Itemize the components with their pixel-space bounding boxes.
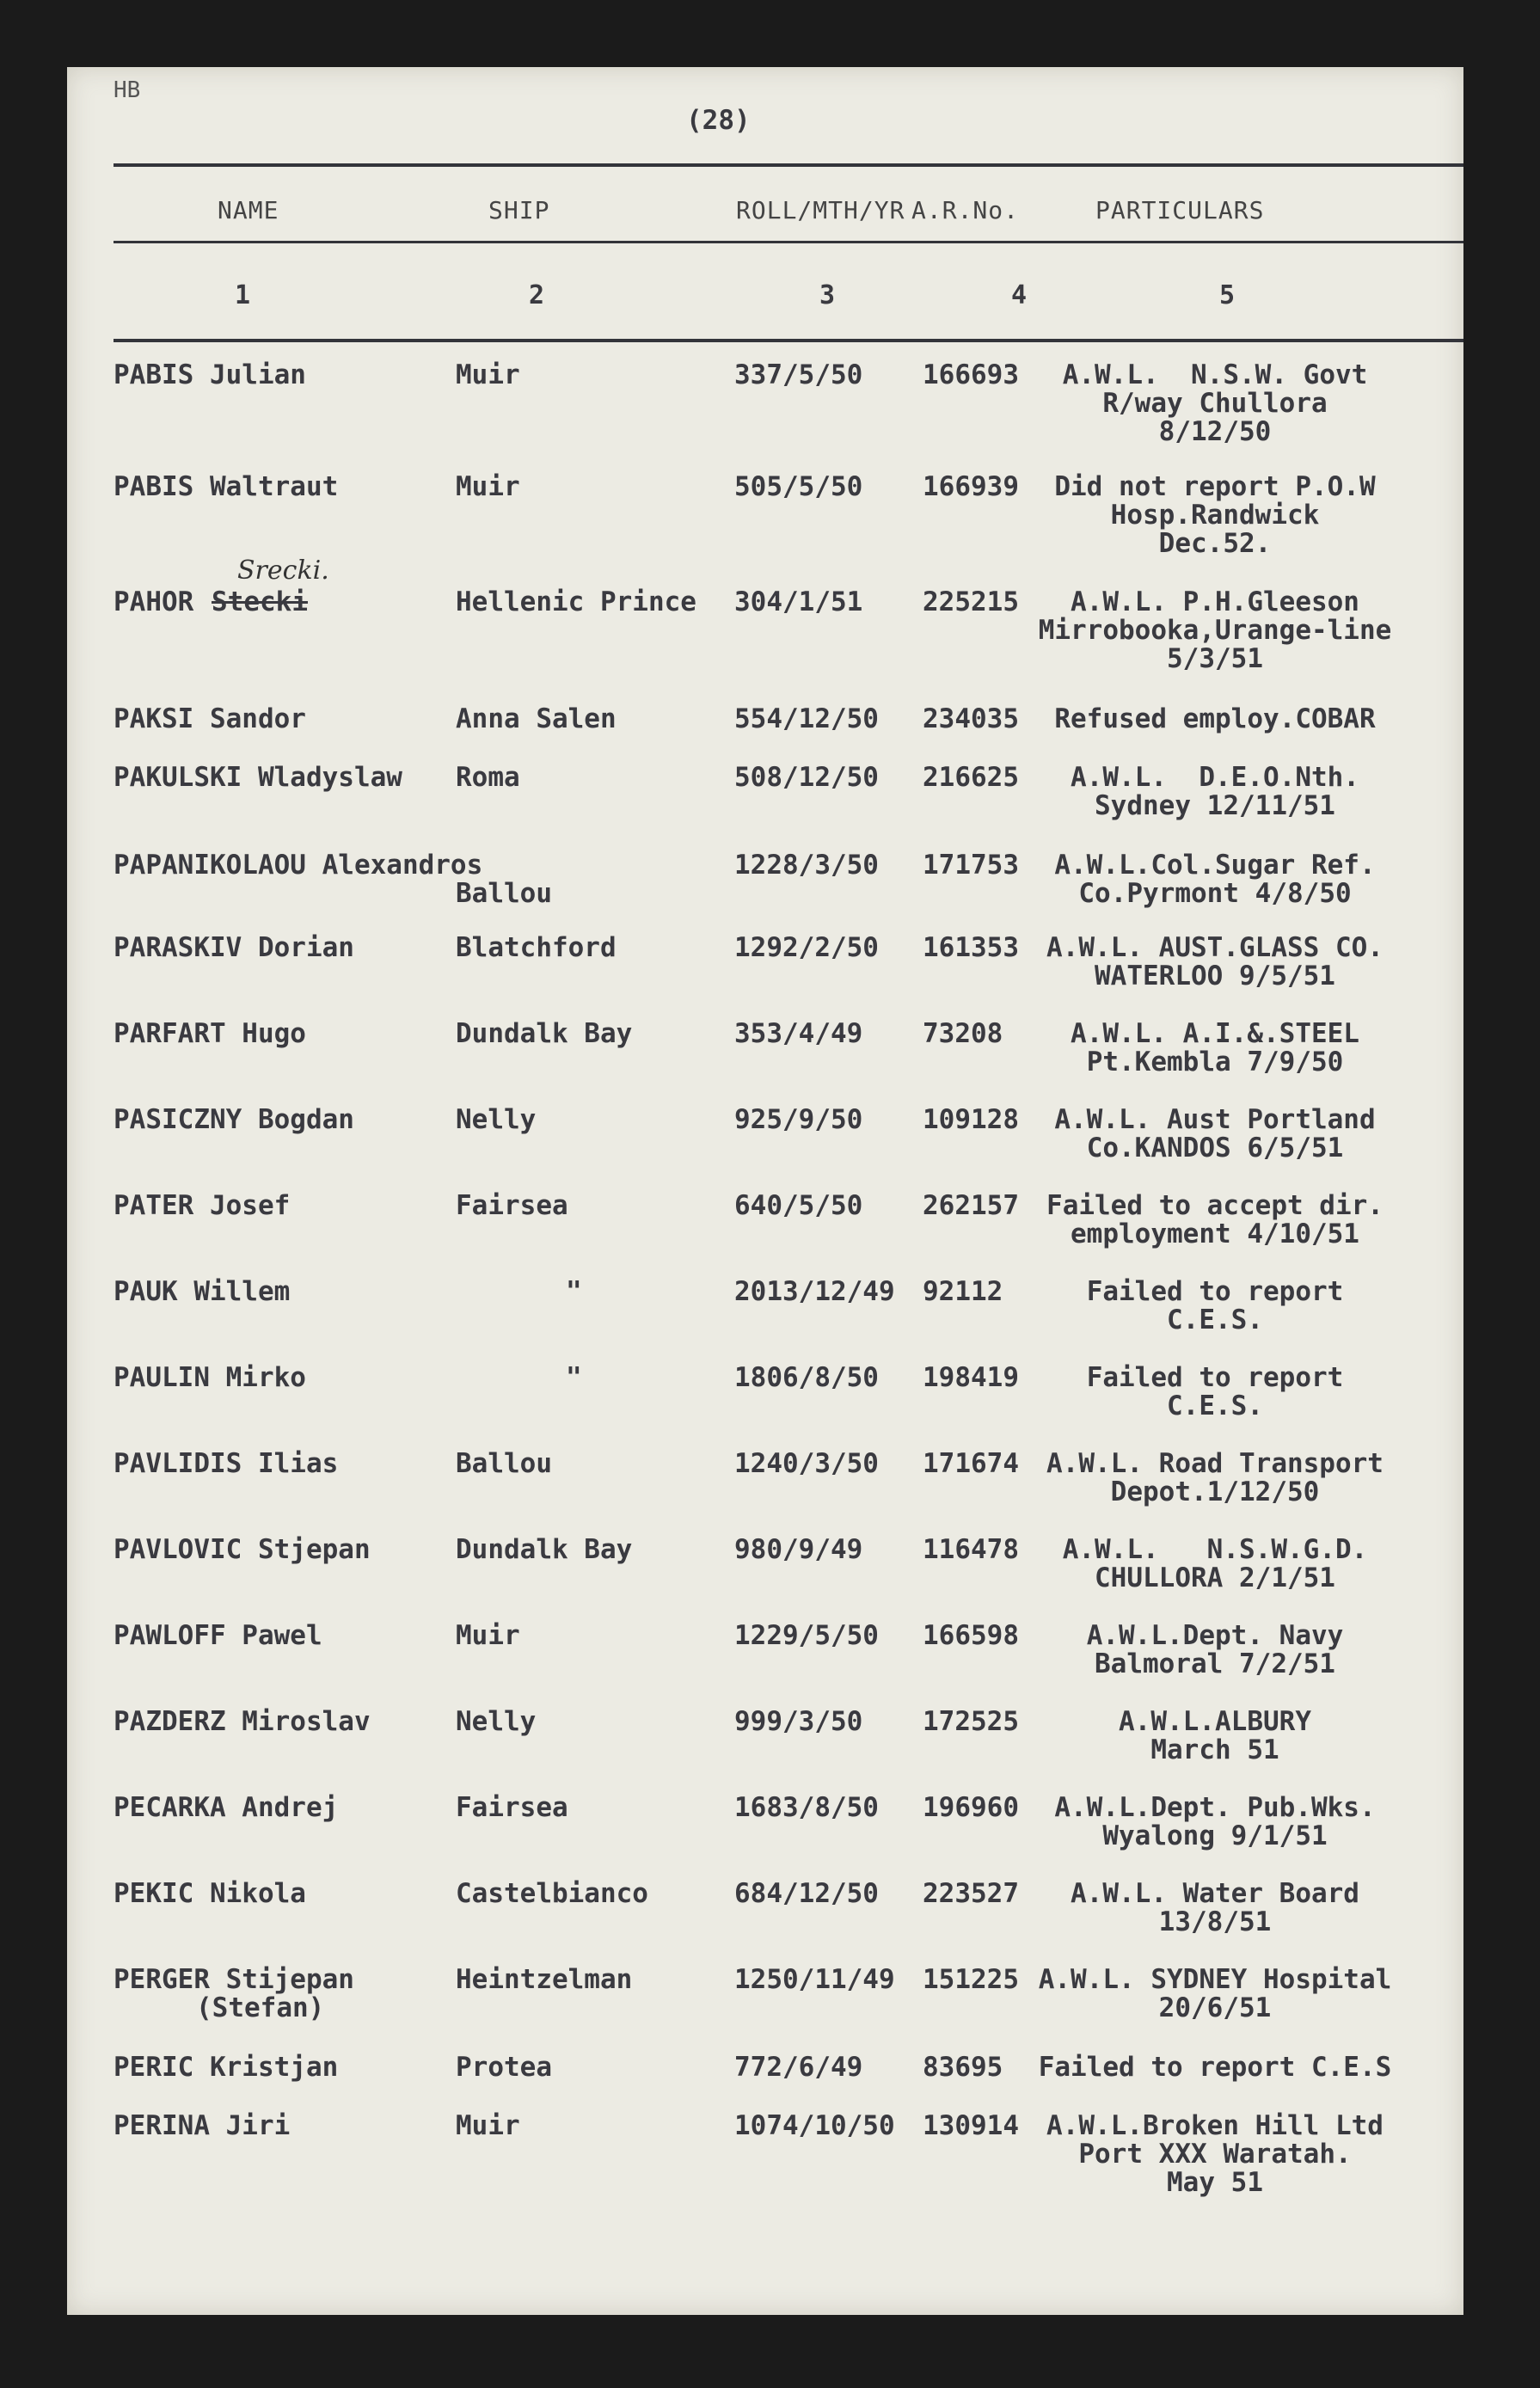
name-cell: PAUK Willem [114, 1276, 291, 1307]
ar-number-cell: 166598 [923, 1620, 1019, 1651]
name-cell: PAVLOVIC Stjepan [114, 1534, 371, 1565]
ship-cell: Hellenic Prince [456, 586, 696, 617]
handwritten-correction: Srecki. [237, 556, 329, 586]
number-rule [114, 339, 1463, 342]
roll-cell: 1240/3/50 [734, 1448, 879, 1479]
particulars-line: R/way Chullora [1102, 388, 1328, 419]
ship-cell: Anna Salen [456, 703, 617, 734]
col-number-1: 1 [235, 280, 251, 310]
ar-number-cell: 198419 [923, 1362, 1019, 1393]
roll-cell: 505/5/50 [734, 471, 863, 502]
name-cell: PABIS Waltraut [114, 471, 339, 502]
name-cell: PAULIN Mirko [114, 1362, 306, 1393]
ar-number-cell: 92112 [923, 1276, 1003, 1307]
ar-number-cell: 172525 [923, 1706, 1019, 1737]
name-cell: PAZDERZ Miroslav [114, 1706, 371, 1737]
col-header-ar: A.R.No. [911, 196, 1020, 224]
ar-number-cell: 223527 [923, 1878, 1019, 1909]
particulars-line: Port XXX Waratah. [1078, 2139, 1352, 2170]
name-cell: PASICZNY Bogdan [114, 1104, 354, 1135]
ship-cell: Ballou [456, 1448, 552, 1479]
ship-cell: Muir [456, 1620, 520, 1651]
name-cell: PAWLOFF Pawel [114, 1620, 322, 1651]
particulars-line: A.W.L. AUST.GLASS CO. [1046, 932, 1384, 963]
roll-cell: 999/3/50 [734, 1706, 863, 1737]
roll-cell: 554/12/50 [734, 703, 879, 734]
ship-cell: Muir [456, 2110, 520, 2141]
particulars-line: 20/6/51 [1158, 1992, 1272, 2023]
particulars-line: A.W.L. SYDNEY Hospital [1038, 1964, 1392, 1995]
struck-name: Stecki [212, 586, 308, 617]
particulars-line: A.W.L. N.S.W.G.D. [1062, 1534, 1368, 1565]
name-cell: PAKULSKI Wladyslaw [114, 762, 402, 793]
name-cell: PAPANIKOLAOU Alexandros [114, 850, 483, 881]
ar-number-cell: 171753 [923, 850, 1019, 881]
name-cell: PAVLIDIS Ilias [114, 1448, 339, 1479]
roll-cell: 2013/12/49 [734, 1276, 895, 1307]
particulars-line: March 51 [1150, 1734, 1279, 1765]
name-cell: PABIS Julian [114, 359, 306, 390]
roll-cell: 980/9/49 [734, 1534, 863, 1565]
roll-cell: 337/5/50 [734, 359, 863, 390]
ship-cell: Nelly [456, 1706, 537, 1737]
header-rule [114, 241, 1463, 243]
ar-number-cell: 234035 [923, 703, 1019, 734]
ship-cell: Dundalk Bay [456, 1534, 633, 1565]
particulars-line: Depot.1/12/50 [1110, 1476, 1320, 1507]
ar-number-cell: 73208 [923, 1018, 1003, 1049]
roll-cell: 304/1/51 [734, 586, 863, 617]
ar-number-cell: 166939 [923, 471, 1019, 502]
particulars-line: employment 4/10/51 [1071, 1219, 1359, 1249]
roll-cell: 1228/3/50 [734, 850, 879, 881]
name-cell: PATER Josef [114, 1190, 291, 1221]
particulars-line: A.W.L. D.E.O.Nth. [1071, 762, 1359, 793]
name-cell-alias: (Stefan) [196, 1992, 325, 2023]
col-number-5: 5 [1219, 280, 1236, 310]
particulars-line: C.E.S. [1167, 1390, 1263, 1421]
top-rule [114, 163, 1463, 167]
ar-number-cell: 161353 [923, 932, 1019, 963]
particulars-line: A.W.L. Water Board [1071, 1878, 1359, 1909]
particulars-line: A.W.L.Dept. Pub.Wks. [1054, 1792, 1376, 1823]
particulars-line: A.W.L. N.S.W. Govt [1062, 359, 1368, 390]
ship-cell: Protea [456, 2052, 552, 2083]
particulars-line: Failed to report [1086, 1276, 1344, 1307]
ship-cell: Nelly [456, 1104, 537, 1135]
particulars-line: Sydney 12/11/51 [1095, 790, 1335, 821]
col-header-roll: ROLL/MTH/YR [736, 196, 905, 224]
roll-cell: 684/12/50 [734, 1878, 879, 1909]
particulars-line: 8/12/50 [1158, 416, 1272, 447]
particulars-line: Failed to report C.E.S [1038, 2052, 1392, 2083]
ship-cell: Fairsea [456, 1190, 568, 1221]
ship-cell: Muir [456, 359, 520, 390]
name-cell: PERIC Kristjan [114, 2052, 339, 2083]
ar-number-cell: 166693 [923, 359, 1019, 390]
name-cell: PAKSI Sandor [114, 703, 306, 734]
name-cell: PAHOR [114, 586, 194, 617]
ship-cell: Ballou [456, 878, 552, 909]
col-number-2: 2 [529, 280, 545, 310]
ship-cell: Fairsea [456, 1792, 568, 1823]
ar-number-cell: 196960 [923, 1792, 1019, 1823]
particulars-line: Co.KANDOS 6/5/51 [1086, 1133, 1344, 1163]
ar-number-cell: 116478 [923, 1534, 1019, 1565]
particulars-line: CHULLORA 2/1/51 [1095, 1562, 1335, 1593]
particulars-line: A.W.L. P.H.Gleeson [1071, 586, 1359, 617]
document-ref: HB [114, 77, 141, 103]
ar-number-cell: 151225 [923, 1964, 1019, 1995]
particulars-line: 5/3/51 [1167, 643, 1263, 674]
ar-number-cell: 109128 [923, 1104, 1019, 1135]
roll-cell: 353/4/49 [734, 1018, 863, 1049]
col-header-ship: SHIP [488, 196, 550, 224]
particulars-line: A.W.L.Dept. Navy [1086, 1620, 1344, 1651]
col-header-name: NAME [218, 196, 279, 224]
ar-number-cell: 262157 [923, 1190, 1019, 1221]
col-header-particulars: PARTICULARS [1095, 196, 1265, 224]
roll-cell: 1683/8/50 [734, 1792, 879, 1823]
ar-number-cell: 171674 [923, 1448, 1019, 1479]
roll-cell: 1074/10/50 [734, 2110, 895, 2141]
particulars-line: Mirrobooka,Urange-line [1038, 615, 1392, 646]
document-page [67, 67, 1463, 2315]
col-number-3: 3 [819, 280, 836, 310]
particulars-line: 13/8/51 [1158, 1906, 1272, 1937]
particulars-line: A.W.L.ALBURY [1119, 1706, 1311, 1737]
roll-cell: 1250/11/49 [734, 1964, 895, 1995]
roll-cell: 1806/8/50 [734, 1362, 879, 1393]
roll-cell: 508/12/50 [734, 762, 879, 793]
roll-cell: 1292/2/50 [734, 932, 879, 963]
ship-cell: Dundalk Bay [456, 1018, 633, 1049]
particulars-line: Failed to accept dir. [1046, 1190, 1384, 1221]
col-number-4: 4 [1011, 280, 1028, 310]
ar-number-cell: 130914 [923, 2110, 1019, 2141]
particulars-line: Pt.Kembla 7/9/50 [1086, 1047, 1344, 1077]
particulars-line: A.W.L. A.I.&.STEEL [1071, 1018, 1359, 1049]
roll-cell: 772/6/49 [734, 2052, 863, 2083]
name-cell: PECARKA Andrej [114, 1792, 339, 1823]
particulars-line: Refused employ.COBAR [1054, 703, 1376, 734]
roll-cell: 1229/5/50 [734, 1620, 879, 1651]
particulars-line: WATERLOO 9/5/51 [1095, 961, 1335, 991]
ar-number-cell: 225215 [923, 586, 1019, 617]
roll-cell: 925/9/50 [734, 1104, 863, 1135]
ar-number-cell: 83695 [923, 2052, 1003, 2083]
ar-number-cell: 216625 [923, 762, 1019, 793]
ship-cell: Heintzelman [456, 1964, 633, 1995]
particulars-line: Co.Pyrmont 4/8/50 [1078, 878, 1352, 909]
particulars-line: C.E.S. [1167, 1304, 1263, 1335]
ship-cell: Muir [456, 471, 520, 502]
ship-cell: Roma [456, 762, 520, 793]
name-cell: PEKIC Nikola [114, 1878, 306, 1909]
name-cell: PERINA Jiri [114, 2110, 291, 2141]
name-cell: PERGER Stijepan [114, 1964, 354, 1995]
ship-cell: Blatchford [456, 932, 617, 963]
name-cell: PARFART Hugo [114, 1018, 306, 1049]
particulars-line: Balmoral 7/2/51 [1095, 1648, 1335, 1679]
particulars-line: A.W.L.Col.Sugar Ref. [1054, 850, 1376, 881]
ship-cell: " [566, 1276, 582, 1307]
particulars-line: A.W.L. Aust Portland [1054, 1104, 1376, 1135]
particulars-line: Wyalong 9/1/51 [1102, 1820, 1328, 1851]
particulars-line: May 51 [1167, 2167, 1263, 2198]
page-number: (28) [686, 105, 751, 136]
roll-cell: 640/5/50 [734, 1190, 863, 1221]
ship-cell: Castelbianco [456, 1878, 648, 1909]
particulars-line: Dec.52. [1158, 528, 1272, 559]
particulars-line: Hosp.Randwick [1110, 500, 1320, 531]
particulars-line: Failed to report [1086, 1362, 1344, 1393]
particulars-line: A.W.L. Road Transport [1046, 1448, 1384, 1479]
particulars-line: A.W.L.Broken Hill Ltd [1046, 2110, 1384, 2141]
particulars-line: Did not report P.O.W [1054, 471, 1376, 502]
ship-cell: " [566, 1362, 582, 1393]
name-cell: PARASKIV Dorian [114, 932, 354, 963]
